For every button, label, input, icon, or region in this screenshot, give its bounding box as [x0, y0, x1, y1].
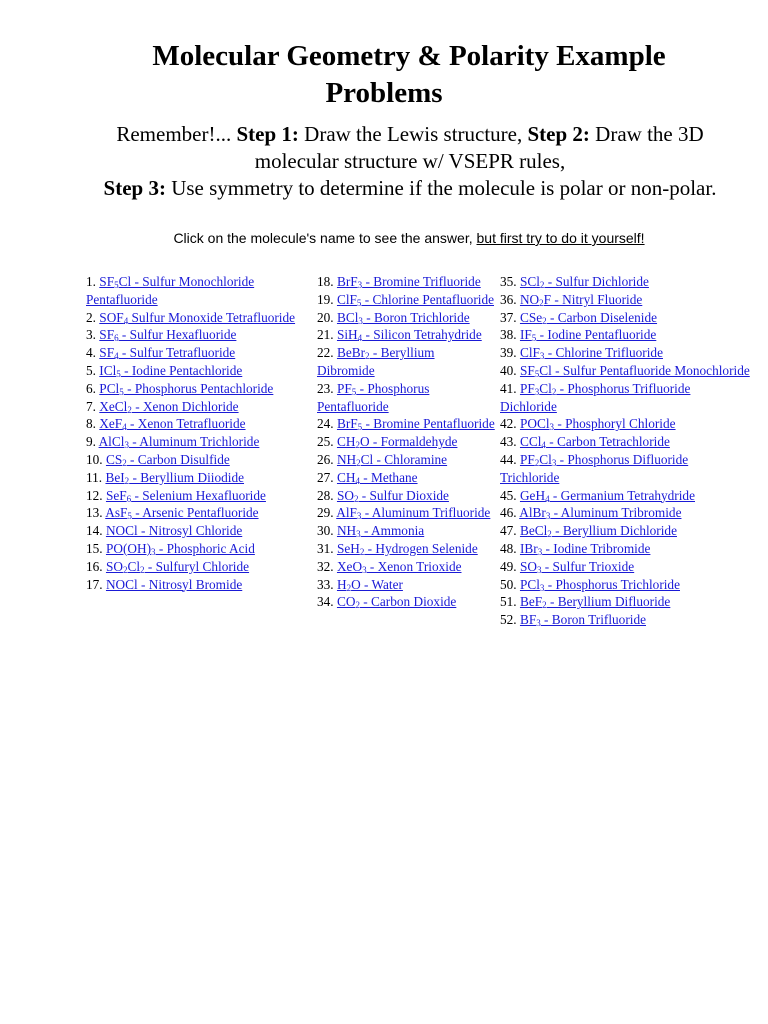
problem-number: 5. — [86, 362, 100, 378]
molecule-link[interactable]: $CO_2$ - Carbon Dioxide — [336, 594, 457, 611]
molecule-link[interactable]: ClF$_3$ - Chlorine Trifluoride — [519, 345, 663, 362]
problem-item — [86, 540, 306, 558]
problem-number: 41. — [500, 380, 520, 396]
step2-text: Draw the 3D molecular structure w/ VSEPR rules, — [254, 122, 704, 173]
problem-number: 8. — [86, 416, 100, 432]
click-note — [0, 230, 768, 246]
molecule-link[interactable]: CCl$_4$ - Carbon Tetrachloride — [519, 434, 670, 451]
problem-number: 24. — [317, 416, 337, 432]
problem-item — [317, 380, 495, 416]
problem-item — [500, 309, 750, 327]
molecule-link[interactable]: $SO_3$ - Sulfur Trioxide — [519, 558, 635, 575]
problem-item — [317, 522, 495, 540]
problem-number: 10. — [86, 451, 106, 467]
problem-column-2 — [317, 273, 495, 611]
molecule-link[interactable]: $PO(OH)_3$ - Phosphoric Acid — [105, 540, 255, 557]
problem-item — [86, 380, 306, 398]
molecule-link[interactable]: CSe$_2$ - Carbon Diselenide — [519, 309, 658, 326]
problem-number: 40. — [500, 362, 520, 378]
problem-item — [500, 291, 750, 309]
step3-label: Step 3: — [103, 176, 166, 200]
problem-item — [86, 469, 306, 487]
problem-item — [500, 362, 750, 380]
step1-label: Step 1: — [236, 122, 299, 146]
problem-item — [317, 593, 495, 611]
problem-item — [86, 415, 306, 433]
instructions — [80, 121, 740, 202]
problem-number: 25. — [317, 434, 337, 450]
problem-item — [317, 558, 495, 576]
problem-number: 37. — [500, 309, 520, 325]
note-text: Click on the molecule's name to see the answer, — [173, 230, 473, 246]
molecule-link[interactable]: GeH$_4$ - Germanium Tetrahydride — [519, 487, 695, 504]
molecule-link[interactable]: $H_2O$ - Water — [336, 576, 403, 593]
problem-number: 43. — [500, 434, 520, 450]
problem-number: 31. — [317, 540, 337, 556]
problem-number: 44. — [500, 451, 520, 467]
problem-number: 15. — [86, 540, 106, 556]
problem-item — [500, 380, 750, 416]
problem-number: 13. — [86, 505, 106, 521]
molecule-link[interactable]: XeO$_3$ - Xenon Trioxide — [336, 558, 462, 575]
problem-number: 19. — [317, 291, 337, 307]
problem-item — [500, 504, 750, 522]
problem-number: 17. — [86, 576, 106, 592]
problem-item — [500, 273, 750, 291]
molecule-link[interactable]: $PF_5$ - Phosphorus Pentafluoride — [317, 380, 430, 414]
problem-item — [500, 451, 750, 487]
problem-item — [500, 611, 750, 629]
molecule-link[interactable]: AlBr$_3$ - Aluminum Tribromide — [519, 505, 682, 522]
problem-item — [500, 593, 750, 611]
problem-item — [86, 362, 306, 380]
molecule-link[interactable]: BeBr$_2$ - Beryllium Dibromide — [317, 345, 435, 378]
problem-item — [317, 576, 495, 594]
problem-item — [500, 326, 750, 344]
problem-item — [86, 451, 306, 469]
problem-number: 11. — [86, 469, 106, 485]
problem-item — [317, 291, 495, 309]
molecule-link[interactable]: $PF_3Cl_2$ - Phosphorus Trifluoride Dichloride — [500, 380, 691, 414]
molecule-link[interactable]: $SF_5Cl$ - Sulfur Pentafluoride Monochloride — [519, 362, 750, 379]
molecule-link[interactable]: $SOF_4$ Sulfur Monoxide Tetrafluoride — [99, 309, 296, 326]
molecule-link[interactable]: $SO_2Cl_2$ - Sulfuryl Chloride — [105, 558, 250, 575]
problem-item — [317, 326, 495, 344]
molecule-link[interactable]: $BF_3$ - Boron Trifluoride — [519, 612, 646, 629]
problem-number: 33. — [317, 576, 337, 592]
problem-item — [500, 576, 750, 594]
problem-number: 27. — [317, 469, 337, 485]
problem-number: 18. — [317, 274, 337, 289]
molecule-link[interactable]: AlF$_3$ - Aluminum Trifluoride — [336, 505, 491, 522]
molecule-link[interactable]: $NO_2F$ - Nitryl Fluoride — [519, 291, 643, 308]
problem-item — [317, 451, 495, 469]
molecule-link[interactable]: NOCl - Nitrosyl Chloride — [105, 523, 243, 539]
problem-item — [500, 487, 750, 505]
problem-item — [317, 504, 495, 522]
molecule-link[interactable]: PCl$_5$ - Phosphorus Pentachloride — [99, 380, 274, 397]
molecule-link[interactable]: AsF$_5$ - Arsenic Pentafluoride — [105, 505, 259, 522]
problem-item — [317, 469, 495, 487]
problem-item — [317, 309, 495, 327]
problem-item — [500, 522, 750, 540]
problem-number: 46. — [500, 505, 520, 521]
problem-number: 21. — [317, 327, 337, 343]
problem-number: 2. — [86, 309, 100, 325]
problem-item — [86, 558, 306, 576]
problem-item — [86, 522, 306, 540]
problem-number: 39. — [500, 345, 520, 361]
molecule-link[interactable]: $NH_2Cl$ - Chloramine — [336, 451, 448, 468]
problem-number: 47. — [500, 523, 520, 539]
problem-item — [86, 344, 306, 362]
remember-text: Remember!... — [116, 122, 232, 146]
title-line-1: Molecular Geometry & Polarity Example — [152, 40, 666, 72]
molecule-link[interactable]: $SF_4$ - Sulfur Tetrafluoride — [99, 345, 236, 362]
problem-item — [86, 576, 306, 594]
problem-column-1 — [86, 273, 306, 593]
problem-number: 16. — [86, 558, 106, 574]
problem-item — [500, 433, 750, 451]
molecule-link[interactable]: XeCl$_2$ - Xenon Dichloride — [99, 398, 239, 415]
problem-number: 6. — [86, 380, 100, 396]
molecule-link[interactable]: $NH_3$ - Ammonia — [336, 523, 425, 540]
problem-item — [317, 540, 495, 558]
molecule-link[interactable]: BrF$_5$ - Bromine Pentafluoride — [336, 416, 495, 433]
problem-number: 49. — [500, 558, 520, 574]
problem-number: 4. — [86, 345, 100, 361]
instructions-step-3 — [80, 175, 740, 202]
problem-item — [317, 415, 495, 433]
problem-number: 48. — [500, 540, 520, 556]
molecule-link[interactable]: POCl$_3$ - Phosphoryl Chloride — [519, 416, 676, 433]
problem-number: 1. — [86, 274, 100, 289]
problem-number: 50. — [500, 576, 520, 592]
problem-number: 38. — [500, 327, 520, 343]
problem-item — [317, 344, 495, 380]
problem-number: 20. — [317, 309, 337, 325]
problem-number: 3. — [86, 327, 100, 343]
problem-item — [86, 398, 306, 416]
molecule-link[interactable]: BeF$_2$ - Beryllium Difluoride — [519, 594, 671, 611]
note-underlined: but first try to do it yourself! — [476, 230, 645, 246]
problem-item — [86, 487, 306, 505]
problem-number: 34. — [317, 594, 337, 610]
step1-text: Draw the Lewis structure, — [304, 122, 523, 146]
molecule-link[interactable]: $CS_2$ - Carbon Disulfide — [105, 451, 230, 468]
problem-item — [317, 487, 495, 505]
molecule-link[interactable]: SiH$_4$ - Silicon Tetrahydride — [336, 327, 482, 344]
problem-number: 36. — [500, 291, 520, 307]
molecule-link[interactable]: ClF$_5$ - Chlorine Pentafluoride — [336, 291, 494, 308]
problem-number: 51. — [500, 594, 520, 610]
problem-item — [500, 558, 750, 576]
step2-label: Step 2: — [527, 122, 590, 146]
problem-item — [86, 504, 306, 522]
molecule-link[interactable]: ICl$_5$ - Iodine Pentachloride — [99, 362, 243, 379]
page-title — [0, 38, 768, 112]
molecule-link[interactable]: $SF_6$ - Sulfur Hexafluoride — [99, 327, 237, 344]
problem-item — [86, 309, 306, 327]
problem-number: 9. — [86, 434, 99, 450]
problem-item — [317, 433, 495, 451]
problem-item — [500, 540, 750, 558]
problem-number: 52. — [500, 612, 520, 628]
molecule-link[interactable]: $PF_2Cl_3$ - Phosphorus Difluoride Trichloride — [500, 451, 689, 485]
step3-text: Use symmetry to determine if the molecule is polar or non-polar. — [171, 176, 717, 200]
problem-number: 22. — [317, 345, 337, 361]
problem-number: 26. — [317, 451, 337, 467]
instructions-steps-1-2 — [80, 121, 740, 175]
molecule-link[interactable]: BeI$_2$ - Beryllium Diiodide — [105, 469, 245, 486]
molecule-link[interactable]: BrF$_3$ - Bromine Trifluoride — [336, 274, 481, 290]
molecule-link[interactable]: $SF_5Cl$ - Sulfur Monochloride Pentafluoride — [86, 274, 255, 307]
problem-number: 12. — [86, 487, 106, 503]
molecule-link[interactable]: SeF$_6$ - Selenium Hexafluoride — [105, 487, 266, 504]
molecule-link[interactable]: SCl$_2$ - Sulfur Dichloride — [519, 274, 649, 290]
problem-item — [86, 433, 306, 451]
problem-number: 45. — [500, 487, 520, 503]
problem-number: 29. — [317, 505, 337, 521]
molecule-link[interactable]: $SO_2$ - Sulfur Dioxide — [336, 487, 449, 504]
problem-item — [317, 273, 495, 291]
problem-number: 30. — [317, 523, 337, 539]
problem-number: 42. — [500, 416, 520, 432]
molecule-link[interactable]: $CH_4$ - Methane — [336, 469, 418, 486]
molecule-link[interactable]: $CH_2O$ - Formaldehyde — [336, 434, 458, 451]
problem-number: 35. — [500, 274, 520, 289]
problem-number: 14. — [86, 523, 106, 539]
molecule-link[interactable]: $IF_5$ - Iodine Pentafluoride — [519, 327, 657, 344]
molecule-link[interactable]: XeF$_4$ - Xenon Tetrafluoride — [99, 416, 246, 433]
problem-number: 23. — [317, 380, 337, 396]
molecule-link[interactable]: PCl$_3$ - Phosphorus Trichloride — [519, 576, 680, 593]
title-line-2: Problems — [325, 77, 443, 109]
molecule-link[interactable]: AlCl$_3$ - Aluminum Trichloride — [98, 434, 260, 451]
problem-item — [500, 415, 750, 433]
problem-item — [500, 344, 750, 362]
problem-number: 32. — [317, 558, 337, 574]
molecule-link[interactable]: NOCl - Nitrosyl Bromide — [105, 576, 243, 592]
problem-number: 7. — [86, 398, 100, 414]
problem-item — [86, 273, 306, 309]
molecule-link[interactable]: BeCl$_2$ - Beryllium Dichloride — [519, 523, 677, 540]
problem-number: 28. — [317, 487, 337, 503]
molecule-link[interactable]: IBr$_3$ - Iodine Tribromide — [519, 540, 651, 557]
problem-item — [86, 326, 306, 344]
problem-column-3 — [500, 273, 750, 629]
molecule-link[interactable]: BCl$_3$ - Boron Trichloride — [336, 309, 470, 326]
molecule-link[interactable]: SeH$_2$ - Hydrogen Selenide — [336, 540, 478, 557]
